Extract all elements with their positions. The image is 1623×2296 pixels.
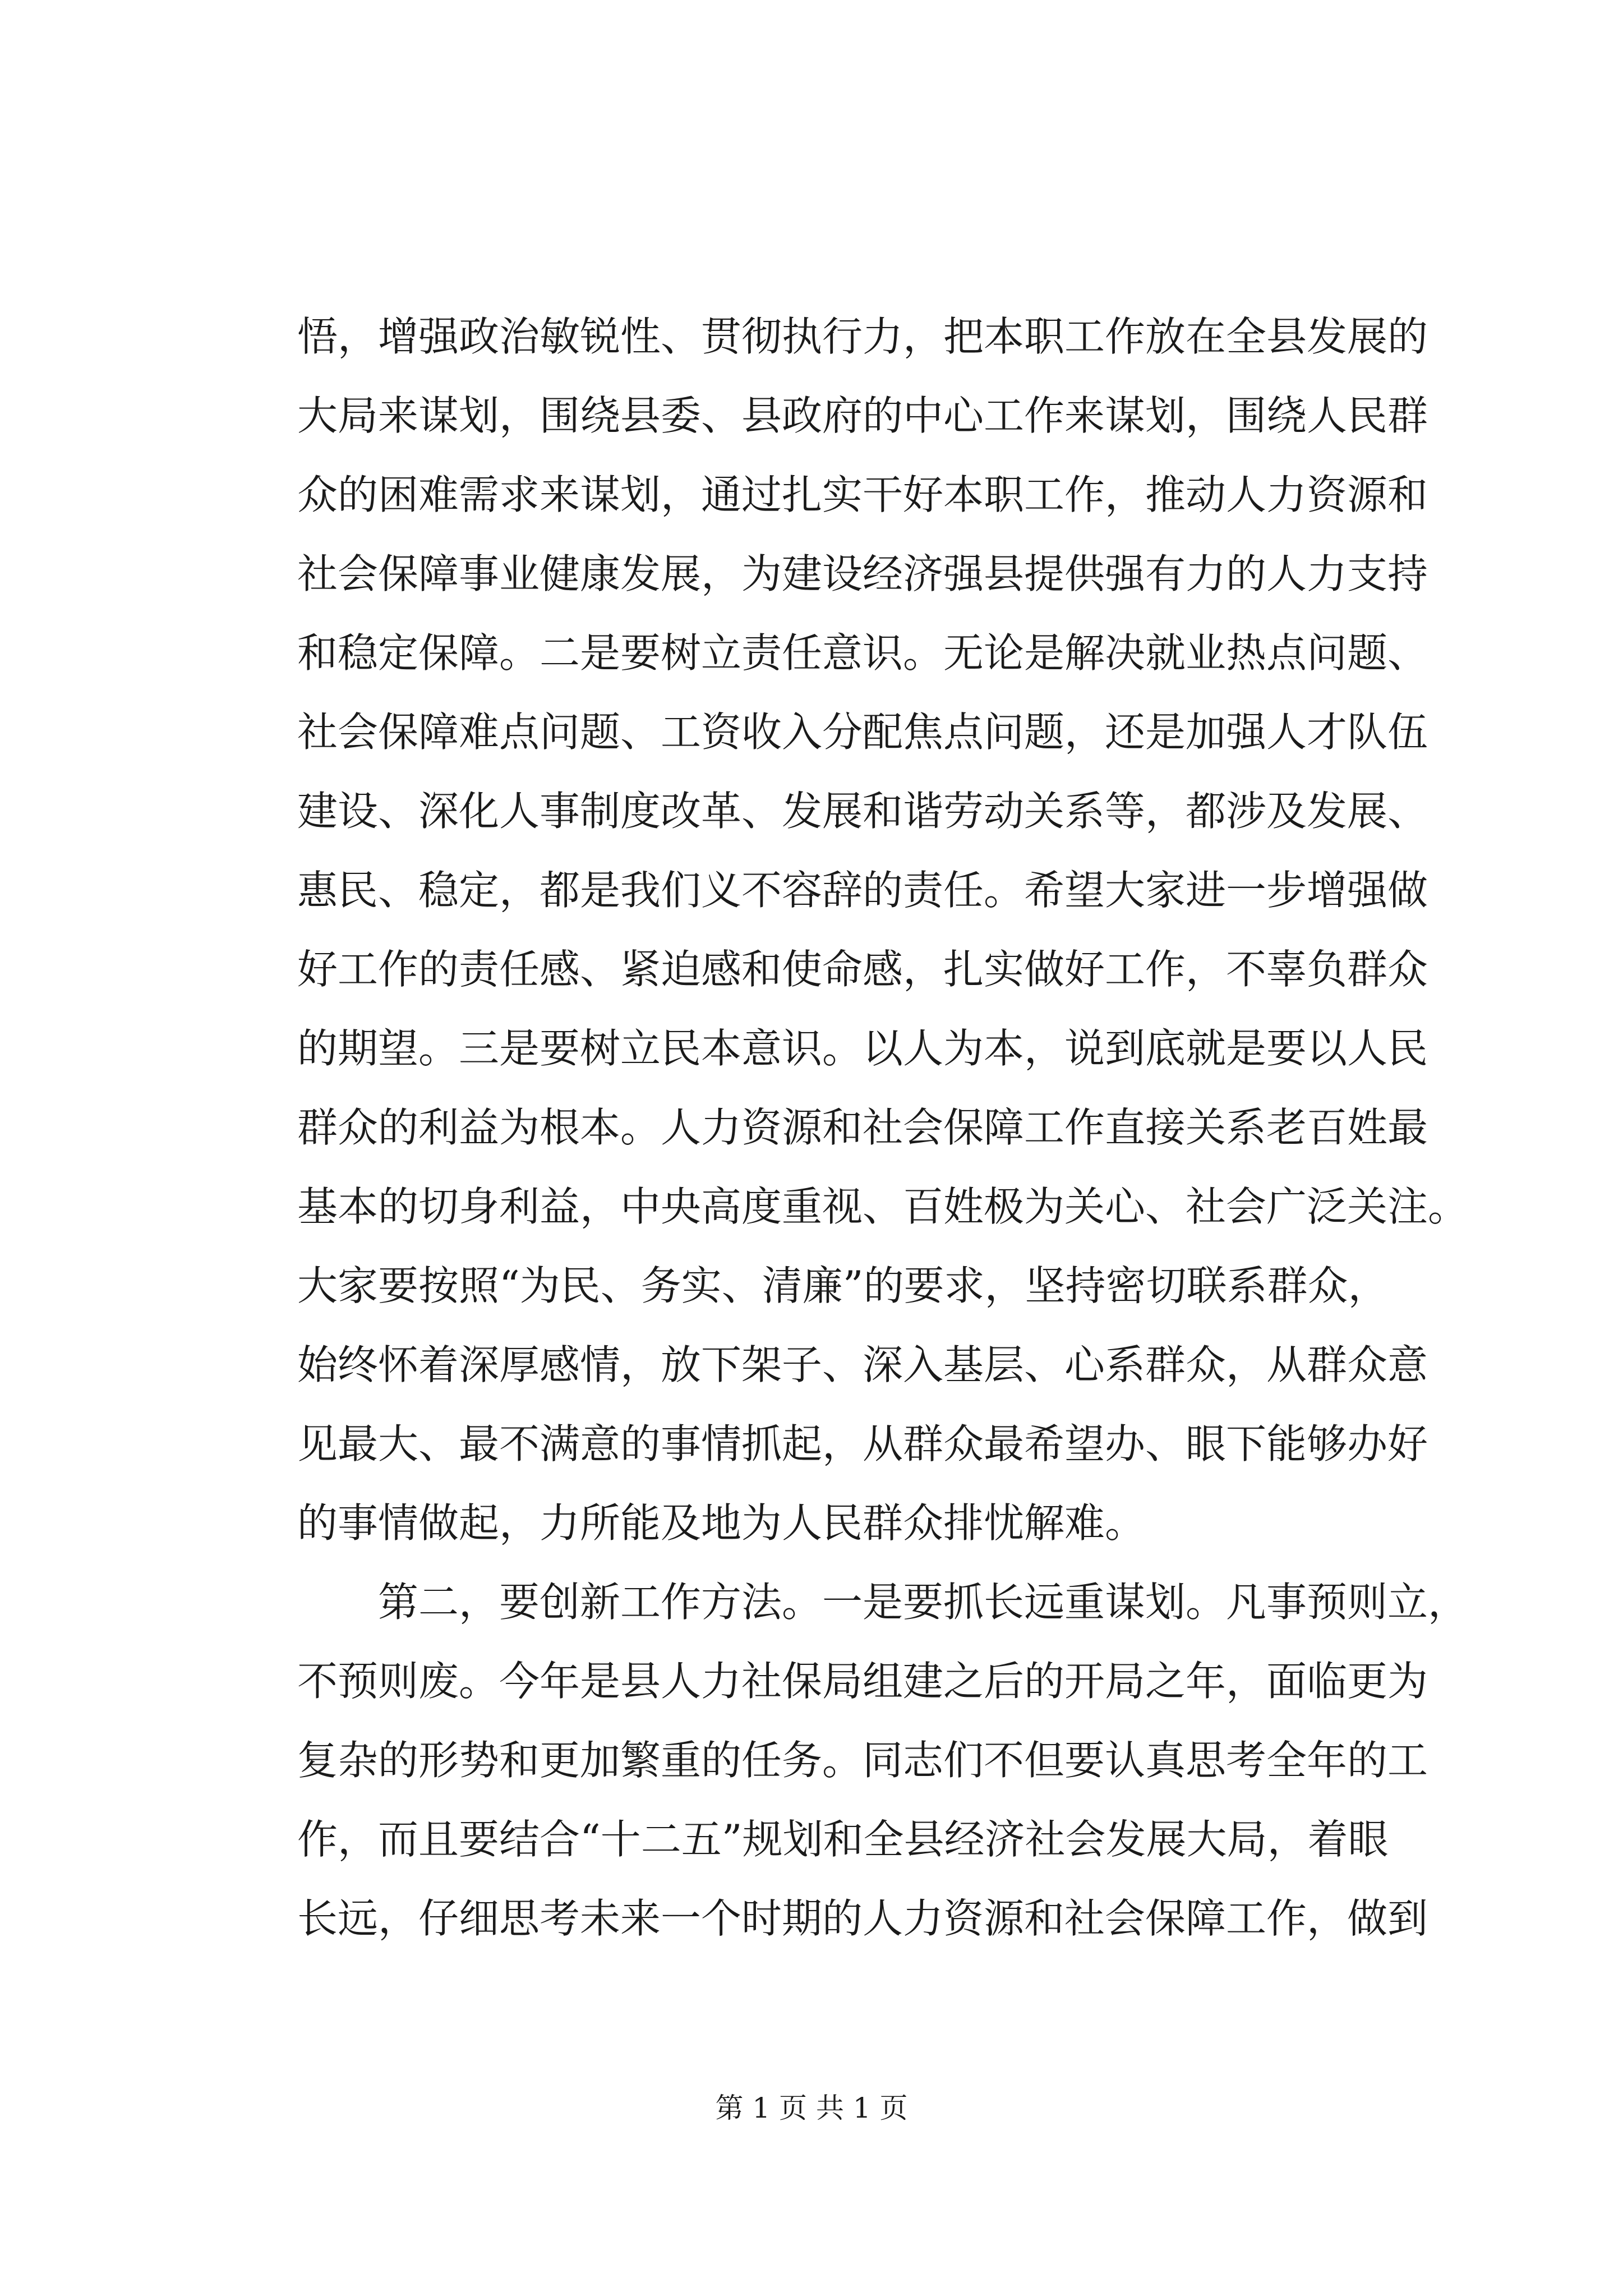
paragraph-2-line: 不预则废。今年是县人力社保局组建之后的开局之年，面临更为 bbox=[297, 1658, 1428, 1705]
page-number: 第 1 页 共 1 页 bbox=[715, 2092, 908, 2124]
paragraph-1-line: 惠民、稳定，都是我们义不容辞的责任。希望大家进一步增强做 bbox=[297, 867, 1428, 914]
paragraph-1-line: 悟，增强政治敏锐性、贯彻执行力，把本职工作放在全县发展的 bbox=[297, 313, 1428, 360]
paragraph-2-line: 第二，要创新工作方法。一是要抓长远重谋划。凡事预则立， bbox=[378, 1579, 1469, 1626]
paragraph-1-line: 建设、深化人事制度改革、发展和谐劳动关系等，都涉及发展、 bbox=[297, 788, 1428, 835]
paragraph-1-line: 群众的利益为根本。人力资源和社会保障工作直接关系老百姓最 bbox=[297, 1104, 1428, 1151]
paragraph-1-line: 众的困难需求来谋划，通过扎实干好本职工作，推动人力资源和 bbox=[297, 471, 1428, 518]
paragraph-1-line: 始终怀着深厚感情，放下架子、深入基层、心系群众，从群众意 bbox=[297, 1341, 1428, 1388]
paragraph-2 bbox=[297, 1563, 1469, 1958]
paragraph-1-line: 大局来谋划，围绕县委、县政府的中心工作来谋划，围绕人民群 bbox=[297, 392, 1428, 439]
document-body bbox=[297, 297, 1469, 1958]
paragraph-2-line: 长远，仔细思考未来一个时期的人力资源和社会保障工作，做到 bbox=[297, 1895, 1428, 1942]
paragraph-1-line: 大家要按照“为民、务实、清廉”的要求，坚持密切联系群众， bbox=[297, 1262, 1389, 1309]
paragraph-1-line: 社会保障难点问题、工资收入分配焦点问题，还是加强人才队伍 bbox=[297, 708, 1428, 756]
paragraph-1-line: 好工作的责任感、紧迫感和使命感，扎实做好工作，不辜负群众 bbox=[297, 946, 1428, 993]
paragraph-2-line: 复杂的形势和更加繁重的任务。同志们不但要认真思考全年的工 bbox=[297, 1737, 1428, 1784]
paragraph-1-line: 的事情做起，力所能及地为人民群众排忧解难。 bbox=[297, 1499, 1146, 1547]
paragraph-1-line: 和稳定保障。二是要树立责任意识。无论是解决就业热点问题、 bbox=[297, 629, 1428, 677]
paragraph-1-line: 的期望。三是要树立民本意识。以人为本，说到底就是要以人民 bbox=[297, 1025, 1428, 1072]
paragraph-1-line: 社会保障事业健康发展，为建设经济强县提供强有力的人力支持 bbox=[297, 550, 1428, 597]
paragraph-1-line: 见最大、最不满意的事情抓起，从群众最希望办、眼下能够办好 bbox=[297, 1420, 1428, 1467]
paragraph-1 bbox=[297, 297, 1469, 1563]
paragraph-1-line: 基本的切身利益，中央高度重视、百姓极为关心、社会广泛关注。 bbox=[297, 1183, 1469, 1230]
page-footer bbox=[0, 2091, 1623, 2125]
paragraph-2-line: 作，而且要结合“十二五”规划和全县经济社会发展大局，着眼 bbox=[297, 1816, 1389, 1863]
